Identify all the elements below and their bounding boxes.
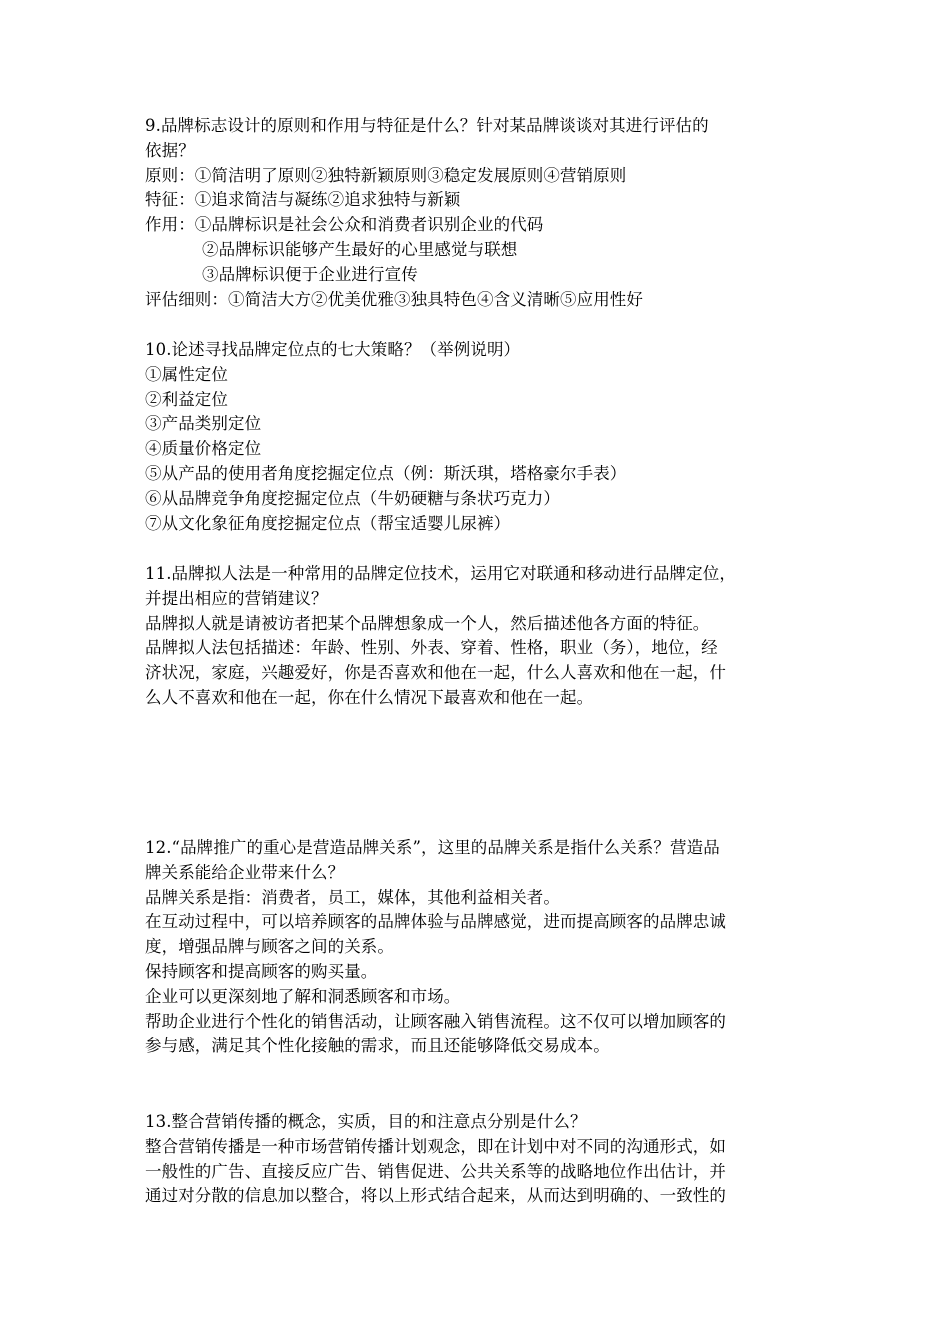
answer-line: ②品牌标识能够产生最好的心里感觉与联想 <box>202 239 518 259</box>
section-q9 <box>145 114 809 312</box>
section-q13 <box>145 1110 809 1209</box>
answer-line: ②利益定位 <box>145 389 228 409</box>
question-text: 9.品牌标志设计的原则和作用与特征是什么？针对某品牌谈谈对其进行评估的 <box>145 116 709 135</box>
section-q10 <box>145 338 809 536</box>
answer-line: 作用：①品牌标识是社会公众和消费者识别企业的代码 <box>145 215 544 235</box>
question-text: 牌关系能给企业带来什么？ <box>145 862 345 882</box>
answer-line: ⑦从文化象征角度挖掘定位点（帮宝适婴儿尿裤） <box>145 513 511 533</box>
answer-line: 品牌拟人法包括描述：年龄、性别、外表、穿着、性格，职业（务），地位，经 <box>145 638 718 658</box>
answer-line: 通过对分散的信息加以整合，将以上形式结合起来，从而达到明确的、一致性的 <box>145 1186 726 1206</box>
answer-line: 品牌拟人就是请被访者把某个品牌想象成一个人，然后描述他各方面的特征。 <box>145 613 710 633</box>
question-text: 10.论述寻找品牌定位点的七大策略？（举例说明） <box>145 340 521 359</box>
answer-line: ③品牌标识便于企业进行宣传 <box>202 264 418 284</box>
answer-line: 特征：①追求简洁与凝练②追求独特与新颖 <box>145 190 461 210</box>
answer-line: 帮助企业进行个性化的销售活动，让顾客融入销售流程。这不仅可以增加顾客的 <box>145 1011 726 1031</box>
question-text: 并提出相应的营销建议？ <box>145 588 328 608</box>
question-text: 13.整合营销传播的概念，实质，目的和注意点分别是什么？ <box>145 1112 587 1131</box>
answer-line: 原则：①简洁明了原则②独特新颖原则③稳定发展原则④营销原则 <box>145 165 627 185</box>
answer-line: 企业可以更深刻地了解和洞悉顾客和市场。 <box>145 986 461 1006</box>
question-text: 12.“品牌推广的重心是营造品牌关系”，这里的品牌关系是指什么关系？营造品 <box>145 838 720 857</box>
section-q11 <box>145 562 809 711</box>
answer-line: 一般性的广告、直接反应广告、销售促进、公共关系等的战略地位作出估计，并 <box>145 1161 726 1181</box>
answer-line: ⑥从品牌竞争角度挖掘定位点（牛奶硬糖与条状巧克力） <box>145 488 560 508</box>
answer-line: 参与感，满足其个性化接触的需求，而且还能够降低交易成本。 <box>145 1036 610 1056</box>
answer-line: ①属性定位 <box>145 364 228 384</box>
answer-line: ④质量价格定位 <box>145 439 262 459</box>
section-q12 <box>145 836 809 1059</box>
answer-line: 么人不喜欢和他在一起，你在什么情况下最喜欢和他在一起。 <box>145 687 594 707</box>
question-text: 依据？ <box>145 140 195 160</box>
answer-line: 度，增强品牌与顾客之间的关系。 <box>145 937 394 957</box>
answer-line: 在互动过程中，可以培养顾客的品牌体验与品牌感觉，进而提高顾客的品牌忠诚 <box>145 912 726 932</box>
answer-line: ⑤从产品的使用者角度挖掘定位点（例：斯沃琪，塔格豪尔手表） <box>145 463 627 483</box>
answer-line: 整合营销传播是一种市场营销传播计划观念，即在计划中对不同的沟通形式，如 <box>145 1136 726 1156</box>
answer-line: 济状况，家庭，兴趣爱好，你是否喜欢和他在一起，什么人喜欢和他在一起，什 <box>145 663 726 683</box>
answer-line: 保持顾客和提高顾客的购买量。 <box>145 961 378 981</box>
answer-line: 品牌关系是指：消费者，员工，媒体，其他利益相关者。 <box>145 887 560 907</box>
answer-line: ③产品类别定位 <box>145 414 262 434</box>
answer-line: 评估细则：①简洁大方②优美优雅③独具特色④含义清晰⑤应用性好 <box>145 289 643 309</box>
question-text: 11.品牌拟人法是一种常用的品牌定位技术，运用它对联通和移动进行品牌定位， <box>145 564 736 583</box>
